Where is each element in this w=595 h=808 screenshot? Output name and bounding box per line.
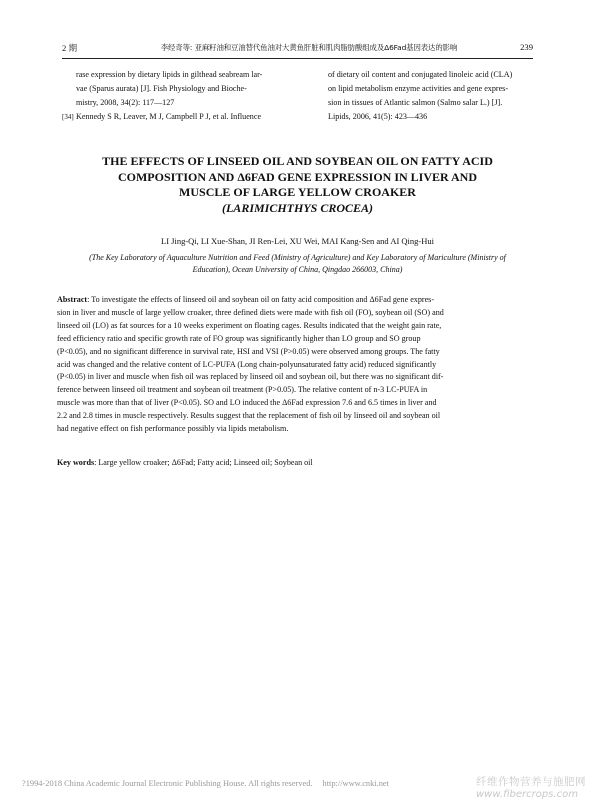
running-title: 李经奇等: 亚麻籽油和豆油替代鱼油对大黄鱼肝脏和肌肉脂肪酸组成及Δ6Fad基因表达的影响 xyxy=(160,43,458,52)
running-header xyxy=(62,40,533,56)
abstract-line: linseed oil (LO) as fat sources for a 10 weeks experiment on floating cages. Results indicated that the weight gain rate, xyxy=(57,320,442,330)
abstract-line: ference between linseed oil treatment and soybean oil treatment (P>0.05). The relative content of n-3 LC-PUFA in xyxy=(57,385,428,395)
reference-line: rase expression by dietary lipids in gilthead seabream lar- xyxy=(76,70,263,79)
page-number: 239 xyxy=(520,42,533,52)
reference-number: [34] xyxy=(62,113,74,121)
reference-line: Lipids, 2006, 41(5): 423—436 xyxy=(328,112,428,121)
author-list: LI Jing-Qi, LI Xue-Shan, JI Ren-Lei, XU Wei, MAI Kang-Sen and AI Qing-Hui xyxy=(161,236,434,246)
abstract-line: (P<0.05) in liver and muscle when fish oil was replaced by linseed oil and soybean oil, but there was no significant dif- xyxy=(57,372,444,382)
reference-line: sion in tissues of Atlantic salmon (Salmo salar L.) [J]. xyxy=(328,98,503,107)
references-right-column xyxy=(328,68,536,124)
abstract-line: muscle was more than that of liver (P<0.05). SO and LO induced the Δ6Fad expression 7.6 and 6.5 times in liver and xyxy=(57,398,437,408)
abstract-line: 2.2 and 2.8 times in muscle respectively. Results suggest that the replacement of fish oil by linseed oil and soybean oil xyxy=(57,411,441,421)
copyright-text: ?1994-2018 China Academic Journal Electronic Publishing House. All rights reserved. xyxy=(22,779,313,788)
reference-line: on lipid metabolism enzyme activities and gene expres- xyxy=(328,84,509,93)
keywords xyxy=(57,458,538,467)
abstract-label: Abstract xyxy=(57,295,88,304)
keywords-text: : Large yellow croaker; Δ6Fad; Fatty acid; Linseed oil; Soybean oil xyxy=(94,458,313,467)
watermark-url: www.fibercrops.com xyxy=(476,789,578,800)
title-species: (LARIMICHTHYS CROCEA) xyxy=(221,200,374,215)
abstract-line: feed efficiency ratio and specific growth rate of FO group was significantly higher than LO group and SO group xyxy=(57,333,421,343)
references-left-column xyxy=(62,68,290,124)
reference-line: vae (Sparus aurata) [J]. Fish Physiology and Bioche- xyxy=(76,84,247,93)
affiliation-line: Education), Ocean University of China, Qingdao 266003, China) xyxy=(192,265,403,274)
watermark-chinese: 纤维作物营养与施肥网 xyxy=(476,776,586,788)
paper-title xyxy=(62,154,533,216)
header-rule xyxy=(62,58,533,59)
abstract-line: Abstract: To investigate the effects of linseed oil and soybean oil on fatty acid composition and Δ6Fad gene expres- xyxy=(57,295,435,304)
reference-line: of dietary oil content and conjugated linoleic acid (CLA) xyxy=(328,70,513,79)
watermark xyxy=(476,774,592,800)
abstract xyxy=(57,294,538,436)
abstract-line: had negative effect on fish performance possibly via lipids metabolism. xyxy=(57,424,289,434)
title-line: THE EFFECTS OF LINSEED OIL AND SOYBEAN OIL ON FATTY ACID xyxy=(102,154,493,168)
keywords-label: Key words xyxy=(57,458,95,467)
abstract-line: sion in liver and muscle of large yellow croaker, three defined diets were made with fish oil (FO), soybean oil (SO) and xyxy=(57,307,444,317)
title-line: COMPOSITION AND Δ6FAD GENE EXPRESSION IN LIVER AND xyxy=(117,169,477,184)
copyright-footer xyxy=(22,779,389,788)
title-line: MUSCLE OF LARGE YELLOW CROAKER xyxy=(179,185,416,199)
abstract-line: acid was changed and the relative content of LC-PUFA (Long chain-polyunsaturated fatty acid) reduced significantly xyxy=(57,359,437,369)
affiliation xyxy=(62,252,533,276)
footer-link[interactable]: http://www.cnki.net xyxy=(322,779,389,788)
issue-number: 2 期 xyxy=(62,43,78,53)
affiliation-line: (The Key Laboratory of Aquaculture Nutrition and Feed (Ministry of Agriculture) and Key Laboratory of Mariculture (Ministry of xyxy=(89,253,506,262)
reference-line: [34] Kennedy S R, Leaver, M J, Campbell P J, et al. Influence xyxy=(62,110,290,124)
reference-line: mistry, 2008, 34(2): 117—127 xyxy=(76,98,175,107)
abstract-line: (P<0.05), and no significant difference in survival rate, HSI and VSI (P>0.05) were observed among groups. The fatty xyxy=(57,346,440,356)
